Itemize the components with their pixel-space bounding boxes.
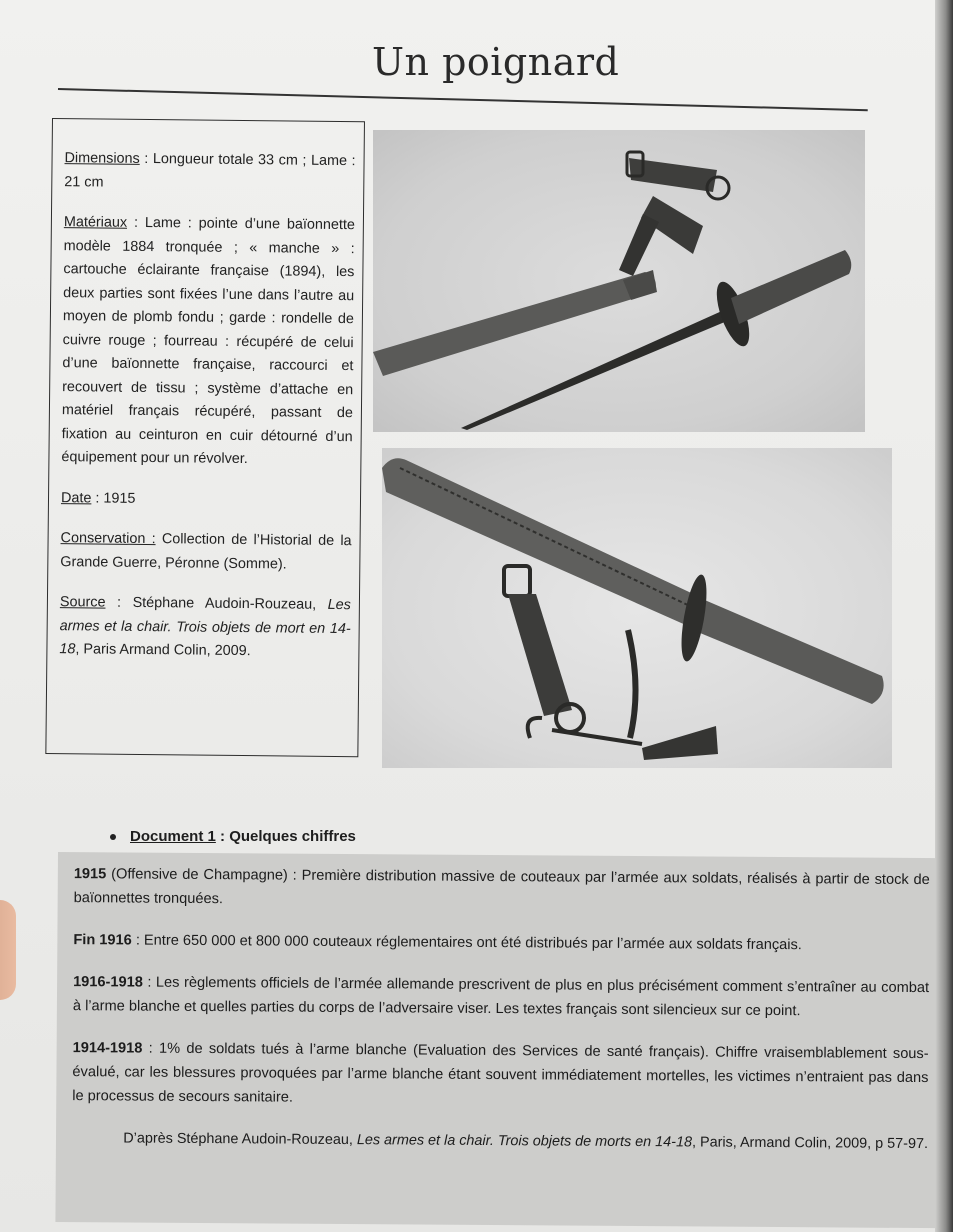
entry-year: 1914-1918 [72,1040,143,1057]
finger-edge [0,900,16,1000]
source-book-title: Les armes et la chair. Trois objets de mort en 14-18 [59,596,351,658]
source-pre: : Stéphane Audoin-Rouzeau, [105,594,328,613]
document1-title: : Quelques chiffres [215,828,356,845]
dagger-sheathed-illustration [382,448,892,768]
doc-source-post: , Paris, Armand Colin, 2009, p 57-97. [691,1134,929,1153]
source-label: Source [59,594,106,611]
page-edge-shadow [935,0,953,1232]
materiaux-text: : Lame : pointe d’une baïonnette modèle 1884 tronquée ; « manche » : cartouche éclairante française (1894), les deux parties sont fixées l’une dans l’autre au moyen de plomb fondu ; garde : rondelle de cuivre rouge ; fourreau : récupéré de celui d’une baïonnette française, raccourci et recouvert de tissu ; système d’attache en matériel français récupéré, passant de fixation au ceinturon en cuir détourné d’un équipement pour un révolver. [61,214,355,468]
entry-text: (Offensive de Champagne) : Première distribution massive de couteaux par l’armée aux soldats, réalisés à partir de stock de baïonnettes tronquées. [73,866,930,908]
dagger-photo-sheathed [382,448,892,768]
conservation-label: Conservation : [60,530,156,548]
entry-year: 1916-1918 [73,974,143,991]
bullet-icon [110,834,116,840]
date-text: : 1915 [91,489,136,507]
dimensions-text: : Longueur totale 33 cm ; Lame : 21 cm [64,150,356,191]
entry-year: Fin 1916 [73,932,132,949]
dimensions-label: Dimensions [64,150,140,167]
source-paragraph [59,591,351,665]
dagger-unsheathed-illustration [373,130,865,432]
title-underline [58,88,868,111]
figure-entry [73,970,929,1024]
entry-text: : 1% de soldats tués à l’arme blanche (Evaluation des Services de santé français). Chiffre vraisemblablement sous-évalué, car les blessures provoquées par l’arme blanche étant souvent immédiatement mortelles, les victimes n’entraient pas dans le processus de secours sanitaire. [72,1040,929,1106]
conservation-paragraph [60,527,351,577]
figure-entry [73,928,929,958]
figure-entry [74,862,930,916]
dagger-photo-unsheathed [373,130,865,432]
doc-source-pre: D’après Stéphane Audoin-Rouzeau, [123,1130,357,1149]
page-title: Un poignard [372,40,620,84]
object-info-box [45,118,365,757]
dimensions-paragraph [64,147,355,197]
figure-entry [72,1036,928,1114]
date-paragraph [61,487,352,514]
entry-text: : Entre 650 000 et 800 000 couteaux réglementaires ont été distribués par l’armée aux soldats français. [131,932,802,954]
entry-year: 1915 [73,866,107,883]
doc-source-book-title: Les armes et la chair. Trois objets de morts en 14-18 [356,1132,693,1151]
figures-panel [55,852,940,1228]
document1-source [72,1126,928,1156]
materiaux-paragraph [61,211,355,473]
document1-label: Document 1 [130,828,216,845]
date-label: Date [60,489,92,506]
materiaux-label: Matériaux [63,214,128,231]
entry-text: : Les règlements officiels de l’armée allemande prescrivent de plus en plus précisément comment s’entraîner au combat à l’arme blanche et quelles parties du corps de l’adversaire viser. Les textes français sont silencieux sur ce point. [72,974,930,1020]
document1-heading [110,828,356,845]
source-post: , Paris Armand Colin, 2009. [75,641,251,660]
conservation-text: Collection de l’Historial de la Grande Guerre, Péronne (Somme). [60,531,352,572]
